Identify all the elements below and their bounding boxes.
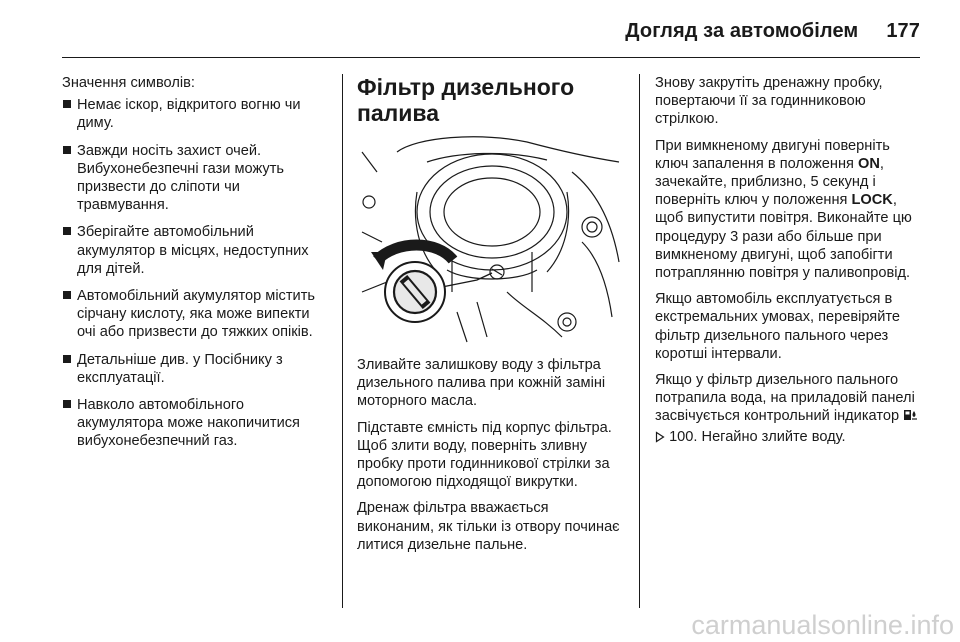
column-divider-1 [342, 74, 343, 608]
fuel-filter-drawing [357, 132, 627, 344]
paragraph: При вимкненому двигуні поверніть ключ запалення в положення ON, зачекайте, приблизно, 5 секунд і поверніть ключ у положення LOCK, щоб випустити повітря. Виконайте цю процедуру 3 рази або більше при вимкненому двигуні, щоб запобігти потраплянню повітря у паливопровід. [655, 137, 912, 282]
list-item: Завжди носіть захист очей. Вибухонебезпечні гази можуть призвести до сліпоти чи травмування. [62, 142, 330, 215]
bullet-icon [63, 400, 71, 408]
list-item: Зберігайте автомобільний акумулятор в місцях, недоступних для дітей. [62, 223, 330, 278]
paragraph: Знову закрутіть дренажну пробку, повертаючи її за годинниковою стрілкою. [655, 75, 883, 128]
page-reference[interactable]: 100 [669, 428, 694, 445]
key-position-on: ON [857, 155, 880, 172]
bullet-icon [63, 291, 71, 299]
list-item: Навколо автомобільного акумулятора може накопичитися вибухонебезпечний газ. [62, 396, 330, 451]
page-number: 177 [886, 20, 920, 42]
page-reference-arrow-icon [655, 430, 665, 448]
fuel-filter-illustration [357, 132, 627, 344]
symbol-list [62, 96, 330, 450]
watermark: carmanualsonline.info [691, 610, 954, 640]
water-in-fuel-icon [903, 408, 918, 427]
paragraph: Дренаж фільтра вважається виконаним, як тільки із отвору починає литися дизельне пальне. [357, 500, 620, 553]
paragraph: Зливайте залишкову воду з фільтра дизельного палива при кожній заміні моторного масла. [357, 357, 606, 410]
header-rule [62, 57, 920, 58]
page-header [62, 20, 920, 44]
header-title: Догляд за автомобілем [625, 20, 859, 42]
section-heading: Фільтр дизельного палива [357, 74, 575, 126]
column-3 [655, 74, 925, 456]
paragraph: Якщо у фільтр дизельного пального потрапила вода, на приладовій панелі засвічується контрольний індикатор 100. Негайно злийте воду. [655, 371, 925, 448]
column-2 [357, 74, 627, 562]
list-item: Немає іскор, відкритого вогню чи диму. [62, 96, 330, 132]
bullet-icon [63, 227, 71, 235]
symbols-intro: Значення символів: [62, 75, 195, 91]
list-item: Автомобільний акумулятор містить сірчану кислоту, яка може випекти очі або призвести до тяжких опіків. [62, 287, 330, 342]
key-position-lock: LOCK [851, 192, 893, 209]
bullet-icon [63, 146, 71, 154]
bullet-icon [63, 355, 71, 363]
column-1 [62, 74, 330, 460]
paragraph: Підставте ємність під корпус фільтра. Щоб злити воду, поверніть зливну пробку проти годинникової стрілки за допомогою підходящої викрутки. [357, 419, 612, 491]
list-item: Детальніше див. у Посібнику з експлуатації. [62, 351, 330, 387]
column-divider-2 [639, 74, 640, 608]
paragraph: Якщо автомобіль експлуатується в екстремальних умовах, перевіряйте фільтр дизельного пального через коротші інтервали. [655, 291, 900, 362]
bullet-icon [63, 100, 71, 108]
